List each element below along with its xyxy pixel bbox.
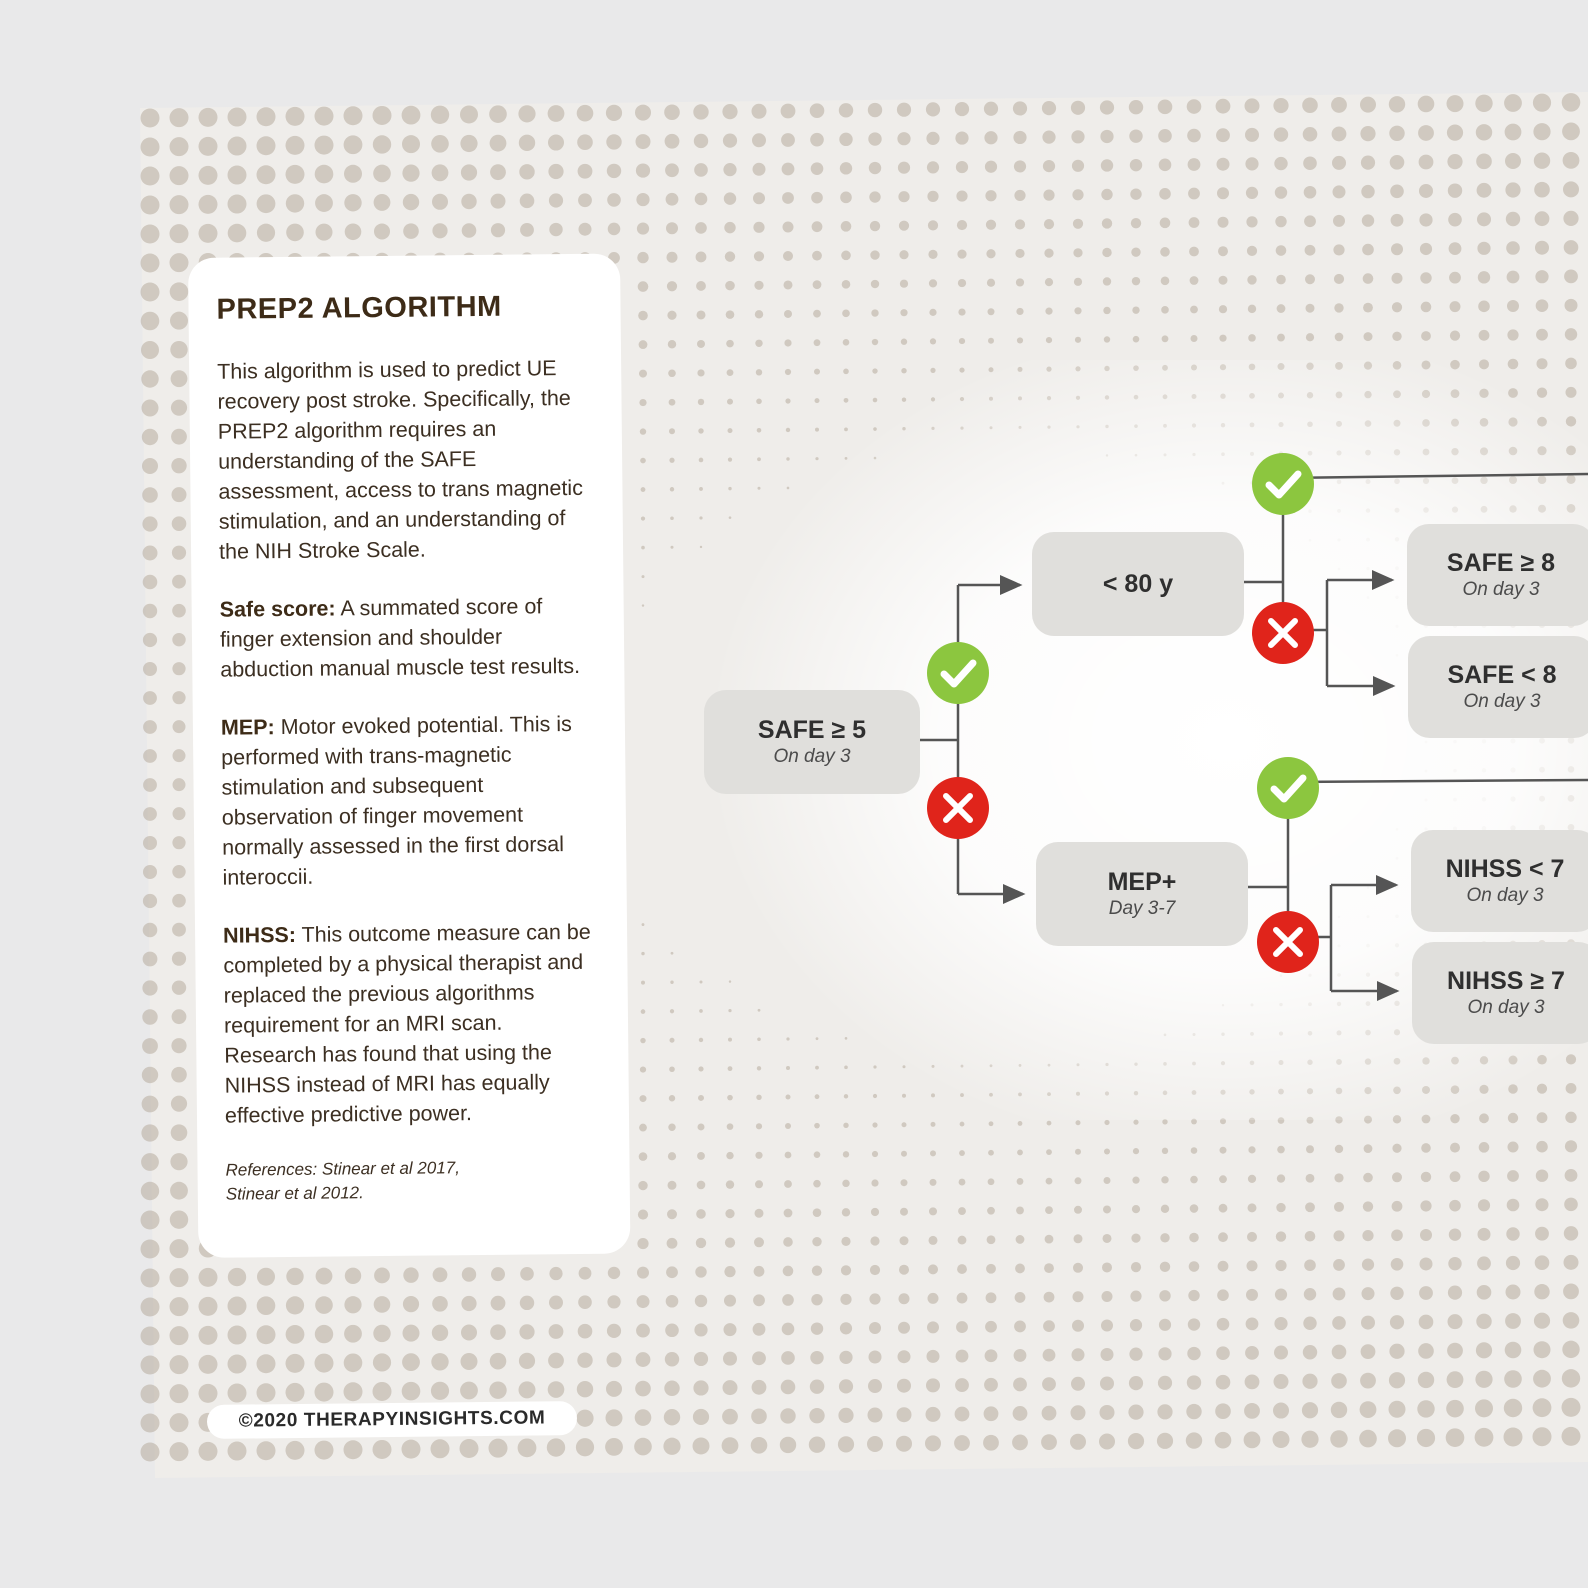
node-label: NIHSS < 7 — [1445, 855, 1565, 883]
node-sublabel: On day 3 — [1467, 997, 1545, 1018]
node-label: SAFE ≥ 5 — [757, 716, 867, 744]
definition-term: Safe score: — [219, 596, 336, 622]
node-sublabel: On day 3 — [773, 746, 851, 767]
no-x-icon — [1252, 602, 1314, 664]
definition-text: This outcome measure can be completed by a physical therapist and replaced the previous algorithms requirement for an MRI scan. Research has found that using the NIHSS instead of MRI has equally effective predictive power. — [223, 919, 591, 1128]
definition-term: NIHSS: — [222, 922, 297, 948]
node-safe-5 — [704, 690, 920, 794]
node-nihss-low — [1411, 830, 1588, 932]
card-title: PREP2 ALGORITHM — [216, 290, 502, 326]
yes-check-icon — [1252, 453, 1314, 515]
definition-text: A summated score of finger extension and shoulder abduction manual muscle test results. — [219, 594, 581, 682]
definition-term: MEP: — [220, 715, 275, 740]
yes-check-icon — [927, 642, 989, 704]
copyright-pill: ©2020 THERAPYINSIGHTS.COM — [207, 1401, 577, 1439]
node-label: SAFE < 8 — [1447, 661, 1557, 689]
node-nihss-high — [1412, 942, 1588, 1044]
connector-line — [1283, 474, 1588, 478]
node-sublabel: On day 3 — [1463, 691, 1541, 712]
node-sublabel: Day 3-7 — [1108, 898, 1176, 919]
node-label: MEP+ — [1107, 868, 1177, 896]
node-sublabel: On day 3 — [1462, 579, 1540, 600]
reference-line: References: Stinear et al 2017, — [225, 1158, 461, 1180]
reference-line: Stinear et al 2012. — [225, 1183, 364, 1204]
yes-check-icon — [1257, 757, 1319, 819]
node-safe-8-high — [1407, 524, 1588, 626]
intro-paragraph: This algorithm is used to predict UE recovery post stroke. Specifically, the PREP2 algorithm requires an understanding of the SAFE assessment, access to trans magnetic stimulation, and an understanding of the NIH Stroke Scale. — [217, 356, 584, 564]
node-safe-8-low — [1408, 636, 1588, 738]
node-label: < 80 y — [1102, 570, 1174, 598]
no-x-icon — [1257, 911, 1319, 973]
node-age-80 — [1032, 532, 1244, 636]
node-label: NIHSS ≥ 7 — [1447, 967, 1565, 995]
no-x-icon — [927, 777, 989, 839]
node-label: SAFE ≥ 8 — [1446, 549, 1556, 577]
node-sublabel: On day 3 — [1466, 885, 1544, 906]
node-mep — [1036, 842, 1248, 946]
connector-line — [1288, 780, 1588, 782]
definition-text: Motor evoked potential. This is performed with trans-magnetic stimulation and subsequent observation of finger movement normally assessed in the first dorsal interoccii. — [221, 712, 572, 890]
